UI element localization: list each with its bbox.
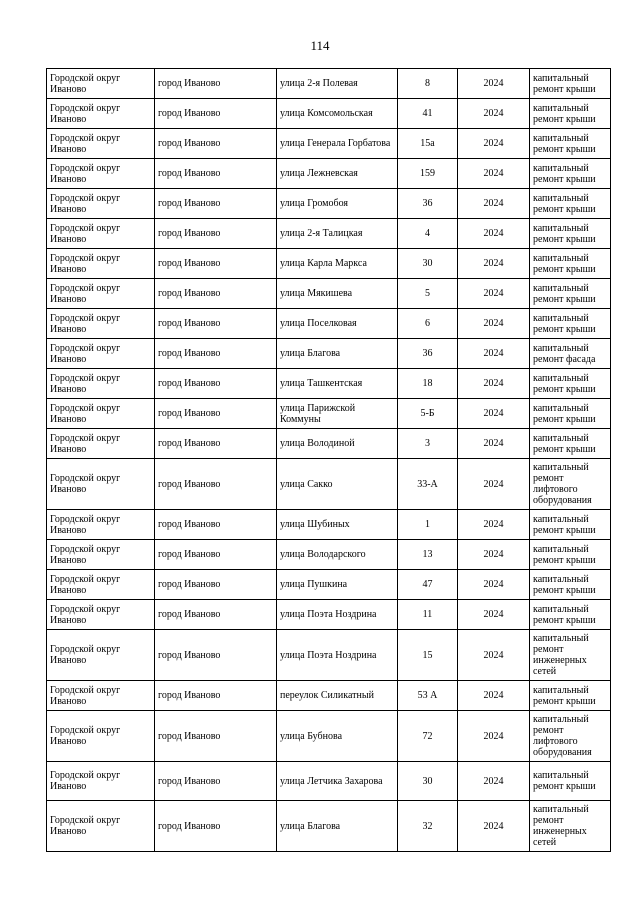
district-cell: Городской округ Иваново [47,801,155,852]
city-cell: город Иваново [155,762,277,801]
street-cell: улица Благова [277,339,398,369]
city-cell: город Иваново [155,279,277,309]
city-cell: город Иваново [155,99,277,129]
street-cell: улица Мякишева [277,279,398,309]
house-number-cell: 36 [398,189,458,219]
table-row [47,369,611,399]
work-type-cell: капитальный ремонт инженерных сетей [530,801,611,852]
district-cell: Городской округ Иваново [47,600,155,630]
street-cell: улица Володиной [277,429,398,459]
street-cell: улица Поэта Ноздрина [277,600,398,630]
street-cell: улица Парижской Коммуны [277,399,398,429]
district-cell: Городской округ Иваново [47,279,155,309]
house-number-cell: 159 [398,159,458,189]
city-cell: город Иваново [155,459,277,510]
work-type-cell: капитальный ремонт крыши [530,219,611,249]
table-row [47,129,611,159]
street-cell: улица Шубиных [277,510,398,540]
house-number-cell: 15а [398,129,458,159]
street-cell: улица Ташкентская [277,369,398,399]
district-cell: Городской округ Иваново [47,249,155,279]
table-row [47,570,611,600]
year-cell: 2024 [458,570,530,600]
year-cell: 2024 [458,399,530,429]
street-cell: улица Бубнова [277,711,398,762]
year-cell: 2024 [458,279,530,309]
work-type-cell: капитальный ремонт крыши [530,540,611,570]
year-cell: 2024 [458,219,530,249]
city-cell: город Иваново [155,399,277,429]
table-row [47,219,611,249]
work-type-cell: капитальный ремонт крыши [530,309,611,339]
street-cell: улица Сакко [277,459,398,510]
table-row [47,681,611,711]
house-number-cell: 5-Б [398,399,458,429]
house-number-cell: 41 [398,99,458,129]
street-cell: улица Володарского [277,540,398,570]
street-cell: улица Лежневская [277,159,398,189]
house-number-cell: 11 [398,600,458,630]
work-type-cell: капитальный ремонт крыши [530,600,611,630]
page-number: 114 [310,38,330,53]
street-cell: улица Летчика Захарова [277,762,398,801]
street-cell: улица Пушкина [277,570,398,600]
work-type-cell: капитальный ремонт крыши [530,762,611,801]
city-cell: город Иваново [155,711,277,762]
table-row [47,459,611,510]
year-cell: 2024 [458,540,530,570]
city-cell: город Иваново [155,540,277,570]
table-row [47,600,611,630]
work-type-cell: капитальный ремонт инженерных сетей [530,630,611,681]
work-type-cell: капитальный ремонт крыши [530,429,611,459]
work-type-cell: капитальный ремонт фасада [530,339,611,369]
year-cell: 2024 [458,99,530,129]
year-cell: 2024 [458,600,530,630]
work-type-cell: капитальный ремонт крыши [530,249,611,279]
table-row [47,762,611,801]
table-row [47,309,611,339]
year-cell: 2024 [458,159,530,189]
year-cell: 2024 [458,510,530,540]
year-cell: 2024 [458,681,530,711]
house-number-cell: 1 [398,510,458,540]
district-cell: Городской округ Иваново [47,369,155,399]
city-cell: город Иваново [155,339,277,369]
work-type-cell: капитальный ремонт крыши [530,570,611,600]
table-row [47,711,611,762]
work-type-cell: капитальный ремонт крыши [530,159,611,189]
city-cell: город Иваново [155,69,277,99]
work-type-cell: капитальный ремонт лифтового оборудования [530,711,611,762]
city-cell: город Иваново [155,570,277,600]
house-number-cell: 8 [398,69,458,99]
house-number-cell: 47 [398,570,458,600]
street-cell: улица Поэта Ноздрина [277,630,398,681]
year-cell: 2024 [458,189,530,219]
house-number-cell: 6 [398,309,458,339]
work-type-cell: капитальный ремонт крыши [530,369,611,399]
city-cell: город Иваново [155,510,277,540]
table-row [47,630,611,681]
table-row [47,69,611,99]
street-cell: переулок Силикатный [277,681,398,711]
year-cell: 2024 [458,249,530,279]
table-row [47,510,611,540]
city-cell: город Иваново [155,159,277,189]
street-cell: улица Комсомольская [277,99,398,129]
city-cell: город Иваново [155,189,277,219]
district-cell: Городской округ Иваново [47,129,155,159]
district-cell: Городской округ Иваново [47,570,155,600]
house-number-cell: 30 [398,249,458,279]
district-cell: Городской округ Иваново [47,711,155,762]
year-cell: 2024 [458,762,530,801]
work-type-cell: капитальный ремонт крыши [530,510,611,540]
city-cell: город Иваново [155,801,277,852]
district-cell: Городской округ Иваново [47,339,155,369]
district-cell: Городской округ Иваново [47,510,155,540]
house-number-cell: 13 [398,540,458,570]
work-type-cell: капитальный ремонт крыши [530,681,611,711]
district-cell: Городской округ Иваново [47,219,155,249]
work-type-cell: капитальный ремонт крыши [530,129,611,159]
house-number-cell: 4 [398,219,458,249]
table-row [47,339,611,369]
street-cell: улица Генерала Горбатова [277,129,398,159]
city-cell: город Иваново [155,681,277,711]
city-cell: город Иваново [155,630,277,681]
city-cell: город Иваново [155,249,277,279]
city-cell: город Иваново [155,219,277,249]
work-type-cell: капитальный ремонт крыши [530,279,611,309]
table-row [47,801,611,852]
year-cell: 2024 [458,801,530,852]
house-number-cell: 32 [398,801,458,852]
street-cell: улица 2-я Талицкая [277,219,398,249]
district-cell: Городской округ Иваново [47,159,155,189]
district-cell: Городской округ Иваново [47,69,155,99]
city-cell: город Иваново [155,129,277,159]
work-type-cell: капитальный ремонт крыши [530,189,611,219]
year-cell: 2024 [458,459,530,510]
year-cell: 2024 [458,69,530,99]
street-cell: улица Поселковая [277,309,398,339]
house-number-cell: 33-А [398,459,458,510]
district-cell: Городской округ Иваново [47,540,155,570]
house-number-cell: 5 [398,279,458,309]
table-row [47,99,611,129]
year-cell: 2024 [458,630,530,681]
year-cell: 2024 [458,129,530,159]
year-cell: 2024 [458,369,530,399]
district-cell: Городской округ Иваново [47,429,155,459]
house-number-cell: 3 [398,429,458,459]
city-cell: город Иваново [155,369,277,399]
table-row [47,159,611,189]
district-cell: Городской округ Иваново [47,189,155,219]
table-row [47,279,611,309]
work-type-cell: капитальный ремонт крыши [530,69,611,99]
year-cell: 2024 [458,309,530,339]
work-type-cell: капитальный ремонт лифтового оборудования [530,459,611,510]
house-number-cell: 53 А [398,681,458,711]
table-row [47,540,611,570]
district-cell: Городской округ Иваново [47,762,155,801]
table-row [47,429,611,459]
year-cell: 2024 [458,711,530,762]
street-cell: улица Благова [277,801,398,852]
table-row [47,249,611,279]
work-type-cell: капитальный ремонт крыши [530,99,611,129]
year-cell: 2024 [458,429,530,459]
house-number-cell: 36 [398,339,458,369]
street-cell: улица Громобоя [277,189,398,219]
year-cell: 2024 [458,339,530,369]
city-cell: город Иваново [155,600,277,630]
district-cell: Городской округ Иваново [47,630,155,681]
street-cell: улица 2-я Полевая [277,69,398,99]
district-cell: Городской округ Иваново [47,309,155,339]
district-cell: Городской округ Иваново [47,399,155,429]
repair-registry-table [46,68,611,852]
district-cell: Городской округ Иваново [47,99,155,129]
house-number-cell: 18 [398,369,458,399]
street-cell: улица Карла Маркса [277,249,398,279]
house-number-cell: 30 [398,762,458,801]
house-number-cell: 15 [398,630,458,681]
house-number-cell: 72 [398,711,458,762]
table-row [47,399,611,429]
table-row [47,189,611,219]
work-type-cell: капитальный ремонт крыши [530,399,611,429]
district-cell: Городской округ Иваново [47,459,155,510]
table-body [47,69,611,852]
city-cell: город Иваново [155,429,277,459]
city-cell: город Иваново [155,309,277,339]
district-cell: Городской округ Иваново [47,681,155,711]
